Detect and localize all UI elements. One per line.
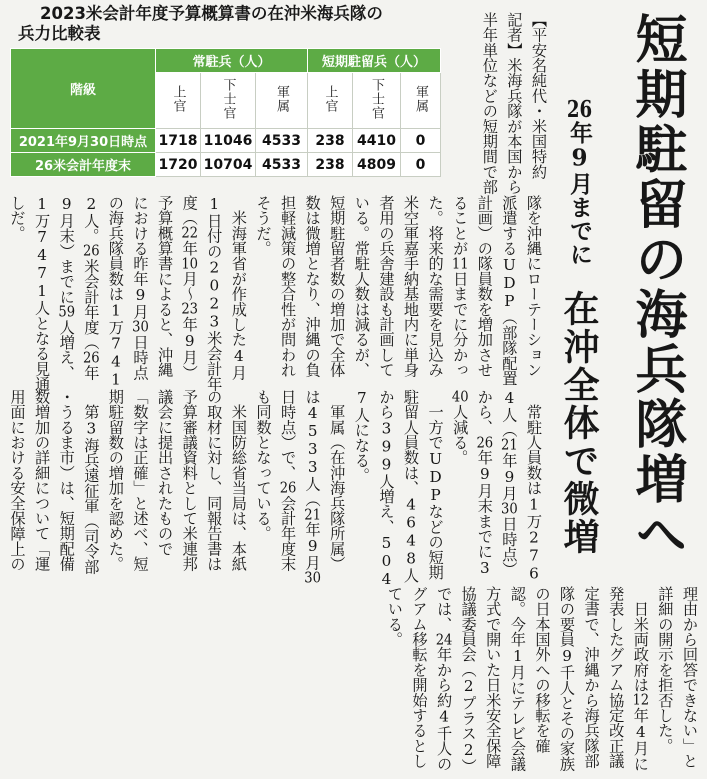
article-column: 記者】米海兵隊が本国から (505, 12, 524, 195)
article-column: 駐留人員数は、4648人 (402, 389, 421, 583)
table-subheader (353, 73, 401, 129)
article-column: 2人。26米会計年度（26年 (82, 195, 101, 381)
table-subheader (401, 73, 441, 129)
article-column: 半年単位などの短期間で部 (480, 12, 499, 195)
article-column: 期駐留数の増加を認めた。 (106, 389, 125, 572)
article-column: 予算概算書によると、沖縄 (156, 195, 175, 378)
force-comparison-table (10, 48, 441, 177)
article-column: 計画）の隊員数を増加させ (475, 195, 494, 378)
article-column: の日本国外への移転を確 (533, 586, 552, 754)
article-column: 派遣するUDP（部隊配置 (500, 195, 519, 386)
article-column: 議会に提出されたもので (156, 389, 175, 557)
article-column: から399人増え、504 (377, 389, 396, 589)
subheadline-date: 26年9月までに (566, 98, 593, 266)
article-column: ・うるま市）は、短期配備 (57, 389, 76, 572)
article-column: ることが11日までに分かっ (451, 195, 470, 378)
article-column: た。将来的な需要を見込み (426, 195, 445, 378)
article-band-3 (5, 389, 546, 589)
article-column: 米海軍省が作成した4月 (229, 195, 248, 381)
article-column: 詳細の開示を拒否した。 (656, 586, 675, 754)
article-column: の取材に対し、同報告書は (205, 389, 224, 572)
article-column: 一方でUDPなどの短期 (426, 389, 445, 580)
table-cell: 0 (401, 129, 441, 153)
article-column: 米空軍嘉手納基地内に単身 (402, 195, 421, 378)
article-band-1 (477, 12, 551, 196)
article-column: 予算審議資料として米連邦 (180, 389, 199, 572)
article-column: 用面における安全保障上の (8, 389, 27, 572)
article-column: も同数となっている。 (254, 389, 273, 541)
table-cell: 238 (308, 153, 353, 177)
article-column: 方式で開いた日米安全保障 (484, 586, 503, 769)
article-column: 定書で、沖縄から海兵隊部 (582, 586, 601, 769)
article-column: いる。常駐人数は減るが、 (352, 195, 371, 378)
article-column: 協議委員会（2プラス2） (459, 586, 478, 774)
article-column: グアム移転を開始するとし (410, 586, 429, 769)
article-column: 第3海兵遠征軍（司令部 (82, 389, 101, 575)
article-column: 認。今年1月にテレビ会議 (508, 586, 527, 772)
article-column: から、26年9月末までに3 (475, 389, 494, 578)
article-column: 発表したグアム協定改正議 (607, 586, 626, 769)
table-subheader (308, 73, 353, 129)
article-column: 担軽減策の整合性が問われ (279, 195, 298, 378)
article-column: 日時点）で、26会計年度末 (279, 389, 298, 572)
article-column: 【平安名純代・米国特約 (530, 12, 548, 180)
table-cell: 4410 (353, 129, 401, 153)
table-title-line: 2023米会計年度予算概算書の在沖米海兵隊の (40, 4, 383, 23)
subheader-label: 軍属 (274, 84, 290, 113)
subheader-label: 上官 (322, 84, 338, 113)
article-column: 米国防総省当局は、本紙 (229, 389, 248, 572)
article-column: 4人（21年9月30日時点） (500, 389, 519, 578)
article-column: 理由から回答できない」と (681, 586, 699, 769)
table-cell: 4533 (256, 153, 308, 177)
table-cell: 0 (401, 153, 441, 177)
table-subheader (201, 73, 256, 129)
article-column: 40人減る。 (451, 389, 470, 466)
table-cell: 11046 (201, 129, 256, 153)
article-column: 隊の要員9千人とその家族 (558, 586, 577, 772)
headline: 短期駐留の海兵隊増へ (626, 12, 687, 562)
article-column: 者用の兵舎建設も計画して (377, 195, 396, 378)
table-cell: 1720 (156, 153, 201, 177)
row-label: 2021年9月30日時点 (11, 129, 156, 153)
article-column: 「数字は正確」と述べ、短 (131, 389, 150, 572)
article-column: ている。 (385, 586, 404, 647)
table-cell: 4809 (353, 153, 401, 177)
article-column: は4533人（21年9月30 (303, 389, 322, 586)
article-column: の海兵隊員数は1万741 (106, 195, 125, 389)
table-title (14, 4, 444, 44)
subheader-label: 上官 (170, 84, 186, 113)
article-column: 日米両政府は12年4月に (631, 586, 650, 772)
row-label: 26米会計年度末 (11, 153, 156, 177)
article-column: における昨年9月30日時点 (131, 195, 150, 381)
article-column: 数は微増となり、沖縄の負 (303, 195, 322, 378)
table-header-rank: 階級 (11, 49, 156, 129)
table-cell: 10704 (201, 153, 256, 177)
subheader-label: 下士官 (369, 77, 385, 120)
article-column: では、24年から約4千人の (435, 586, 454, 772)
article-column: しだ。 (8, 195, 27, 241)
article-column: 数増加の詳細について「運 (33, 389, 52, 572)
table-header-row (11, 49, 441, 73)
article-column: 9月末）までに59人増え、 (57, 195, 76, 381)
article-column: 1日付の2023米会計年 (205, 195, 224, 392)
table-title-line: 兵力比較表 (18, 24, 101, 43)
table-row (11, 129, 441, 153)
article-band-2 (5, 195, 546, 392)
article-column: そうだ。 (254, 195, 273, 256)
table-cell: 238 (308, 129, 353, 153)
table-header-short-term: 短期駐留兵（人） (308, 49, 441, 73)
article-column: 常駐人員数は1万276 (525, 389, 543, 583)
subheadline-main: 在沖全体で微増 (558, 290, 600, 556)
article-column: 軍属（在沖海兵隊所属） (328, 389, 347, 572)
table-cell: 1718 (156, 129, 201, 153)
table-subheader (256, 73, 308, 129)
article-column: 短期駐留者数の増加で全体 (328, 195, 347, 378)
subheader-label: 下士官 (220, 77, 236, 120)
article-column: 7人になる。 (352, 389, 371, 483)
table-cell: 4533 (256, 129, 308, 153)
article-column: 1万7471人となる見通 (33, 195, 52, 392)
table-row (11, 153, 441, 177)
table-subheader (156, 73, 201, 129)
table-header-resident: 常駐兵（人） (156, 49, 308, 73)
article-band-4 (382, 586, 702, 774)
article-column: 度（22年10月〜23年9月） (180, 195, 199, 381)
article-column: 隊を沖縄にローテーション (525, 195, 543, 378)
subheader-label: 軍属 (413, 84, 429, 113)
